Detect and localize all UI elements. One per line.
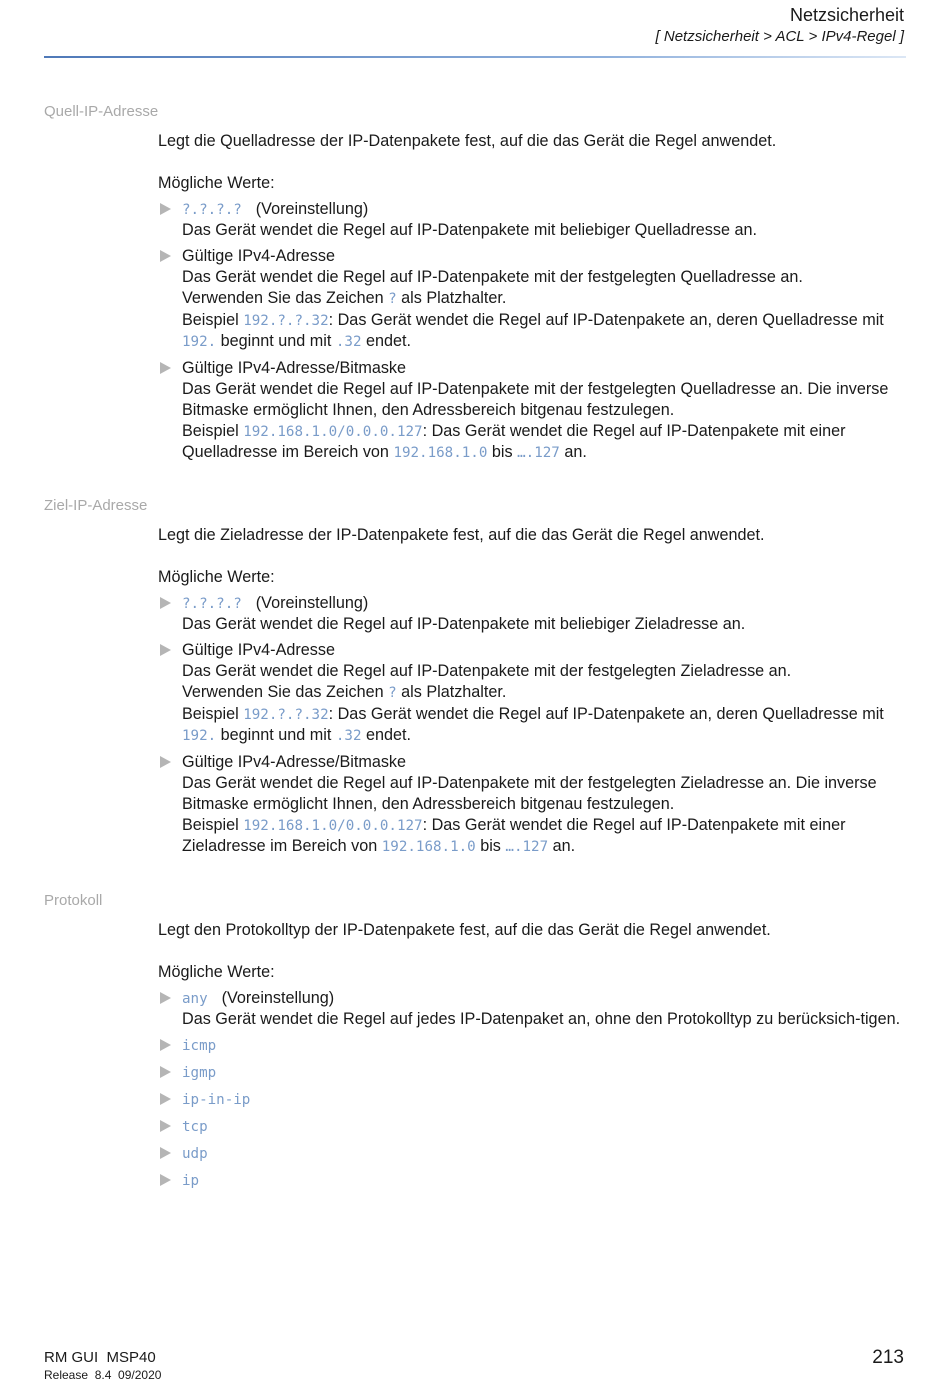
- default-note: (Voreinstellung): [255, 593, 369, 612]
- page-header: [656, 4, 904, 47]
- section-description: Legt die Zieladresse der IP-Datenpakete fest, auf die das Gerät die Regel anwendet.: [158, 526, 765, 544]
- default-note: (Voreinstellung): [221, 988, 335, 1007]
- example-code: ….127: [517, 445, 560, 462]
- section-description: Legt die Quelladresse der IP-Datenpakete fest, auf die das Gerät die Regel anwendet.: [158, 132, 777, 150]
- default-note: (Voreinstellung): [255, 199, 369, 218]
- example-text: endet.: [366, 726, 412, 745]
- list-item: [158, 752, 910, 858]
- list-item: [158, 640, 910, 747]
- bullet-triangle-icon: [160, 992, 171, 1004]
- section-body: [158, 920, 910, 1197]
- placeholder-text: Verwenden Sie das Zeichen: [182, 288, 384, 307]
- example-text: : Das Gerät wendet die Regel auf IP-Datenpakete mit einer Zieladresse im Bereich von: [182, 815, 846, 856]
- value-title: Gültige IPv4-Adresse: [182, 641, 335, 660]
- possible-values-label: Mögliche Werte:: [158, 173, 275, 192]
- section-description: Legt den Protokolltyp der IP-Datenpakete fest, auf die das Gerät die Regel anwendet.: [158, 921, 771, 939]
- example-text: endet.: [366, 332, 412, 351]
- value-description: Das Gerät wendet die Regel auf IP-Datenpakete mit der festgelegten Quelladresse an. Die inverse Bitmaske ermöglicht Ihnen, den Adressbereich bitgenau festzulegen.: [182, 379, 889, 419]
- list-item: [158, 246, 910, 353]
- bullet-triangle-icon: [160, 1039, 171, 1051]
- bullet-triangle-icon: [160, 1147, 171, 1159]
- example-text: an.: [564, 443, 587, 462]
- example-label: Beispiel: [182, 421, 239, 440]
- list-item: [158, 1089, 910, 1111]
- bullet-triangle-icon: [160, 1174, 171, 1186]
- bullet-triangle-icon: [160, 203, 171, 215]
- placeholder-text: als Platzhalter.: [401, 682, 507, 701]
- example-code: 192.168.1.0/0.0.0.127: [243, 817, 423, 834]
- example-text: : Das Gerät wendet die Regel auf IP-Datenpakete an, deren Quelladresse mit: [328, 704, 884, 723]
- example-label: Beispiel: [182, 815, 239, 834]
- bullet-triangle-icon: [160, 644, 171, 656]
- example-text: beginnt und mit: [220, 726, 332, 745]
- bullet-triangle-icon: [160, 1120, 171, 1132]
- example-code: 192.168.1.0/0.0.0.127: [243, 423, 423, 440]
- list-item: [158, 1062, 910, 1084]
- example-text: an.: [552, 837, 576, 856]
- example-code: 192.?.?.32: [243, 312, 329, 329]
- possible-values-label: Mögliche Werte:: [158, 567, 275, 586]
- example-label: Beispiel: [182, 310, 239, 329]
- section-label: Quell-IP-Adresse: [44, 103, 159, 120]
- example-code: .32: [335, 728, 362, 745]
- breadcrumb: [ Netzsicherheit > ACL > IPv4-Regel ]: [655, 28, 904, 45]
- value-list: [158, 199, 910, 465]
- list-item: [158, 593, 910, 636]
- section-label: Ziel-IP-Adresse: [44, 497, 148, 514]
- bullet-triangle-icon: [160, 362, 171, 374]
- list-item: [158, 988, 910, 1031]
- example-text: bis: [480, 837, 501, 856]
- protocol-value-tcp: tcp: [182, 1119, 208, 1136]
- value-description: Das Gerät wendet die Regel auf IP-Datenpakete mit beliebiger Quelladresse an.: [182, 221, 757, 240]
- list-item: [158, 1035, 910, 1057]
- placeholder-code: ?: [388, 684, 397, 701]
- value-list: [158, 988, 910, 1193]
- list-item: [158, 1143, 910, 1165]
- example-text: beginnt und mit: [220, 332, 332, 351]
- header-divider: [44, 56, 906, 58]
- chapter-title: Netzsicherheit: [789, 5, 904, 25]
- example-code: 192.168.1.0: [381, 839, 476, 856]
- protocol-value-ip-in-ip: ip-in-ip: [182, 1092, 251, 1109]
- placeholder-text: als Platzhalter.: [401, 288, 507, 307]
- example-text: bis: [491, 443, 513, 462]
- bullet-triangle-icon: [160, 1093, 171, 1105]
- release-info: Release 8.4 09/2020: [44, 1368, 162, 1382]
- value-description: Das Gerät wendet die Regel auf IP-Datenpakete mit der festgelegten Quelladresse an.: [182, 267, 803, 286]
- value-title: Gültige IPv4-Adresse/Bitmaske: [182, 359, 407, 378]
- example-label: Beispiel: [182, 704, 239, 723]
- placeholder-code: ?: [388, 290, 397, 307]
- value-code: any: [182, 990, 208, 1007]
- value-description: Das Gerät wendet die Regel auf jedes IP-Datenpaket an, ohne den Protokolltyp zu berücksich-tigen.: [182, 1010, 901, 1029]
- document-name: RM GUI MSP40: [44, 1349, 156, 1366]
- value-list: [158, 593, 910, 859]
- section-body: [158, 525, 910, 863]
- section-body: [158, 131, 910, 469]
- list-item: [158, 1170, 910, 1192]
- protocol-value-icmp: icmp: [182, 1038, 217, 1055]
- protocol-value-udp: udp: [182, 1146, 208, 1163]
- value-description: Das Gerät wendet die Regel auf IP-Datenpakete mit beliebiger Zieladresse an.: [182, 615, 746, 634]
- list-item: [158, 199, 910, 242]
- example-text: : Das Gerät wendet die Regel auf IP-Datenpakete mit einer Quelladresse im Bereich von: [182, 421, 846, 462]
- value-description: Das Gerät wendet die Regel auf IP-Datenpakete mit der festgelegten Zieladresse an.: [182, 661, 792, 680]
- example-code: 192.: [182, 728, 217, 745]
- example-code: 192.168.1.0: [393, 445, 488, 462]
- value-title: Gültige IPv4-Adresse: [182, 247, 335, 266]
- example-code: ….127: [505, 839, 549, 856]
- protocol-value-igmp: igmp: [182, 1065, 217, 1082]
- example-code: 192.?.?.32: [243, 706, 329, 723]
- bullet-triangle-icon: [160, 250, 171, 262]
- example-text: : Das Gerät wendet die Regel auf IP-Datenpakete an, deren Quelladresse mit: [328, 310, 884, 329]
- possible-values-label: Mögliche Werte:: [158, 962, 275, 981]
- list-item: [158, 358, 910, 464]
- value-description: Das Gerät wendet die Regel auf IP-Datenpakete mit der festgelegten Zieladresse an. Die inverse Bitmaske ermöglicht Ihnen, den Adressbereich bitgenau festzulegen.: [182, 773, 877, 813]
- value-title: Gültige IPv4-Adresse/Bitmaske: [182, 753, 407, 772]
- value-code: ?.?.?.?: [182, 595, 242, 612]
- placeholder-text: Verwenden Sie das Zeichen: [182, 682, 384, 701]
- bullet-triangle-icon: [160, 1066, 171, 1078]
- protocol-value-ip: ip: [182, 1173, 200, 1190]
- example-code: .32: [335, 334, 362, 351]
- page-number: 213: [872, 1347, 904, 1368]
- footer: [44, 1349, 161, 1383]
- section-label: Protokoll: [44, 892, 103, 909]
- value-code: ?.?.?.?: [182, 201, 242, 218]
- bullet-triangle-icon: [160, 597, 171, 609]
- example-code: 192.: [182, 334, 217, 351]
- list-item: [158, 1116, 910, 1138]
- bullet-triangle-icon: [160, 756, 171, 768]
